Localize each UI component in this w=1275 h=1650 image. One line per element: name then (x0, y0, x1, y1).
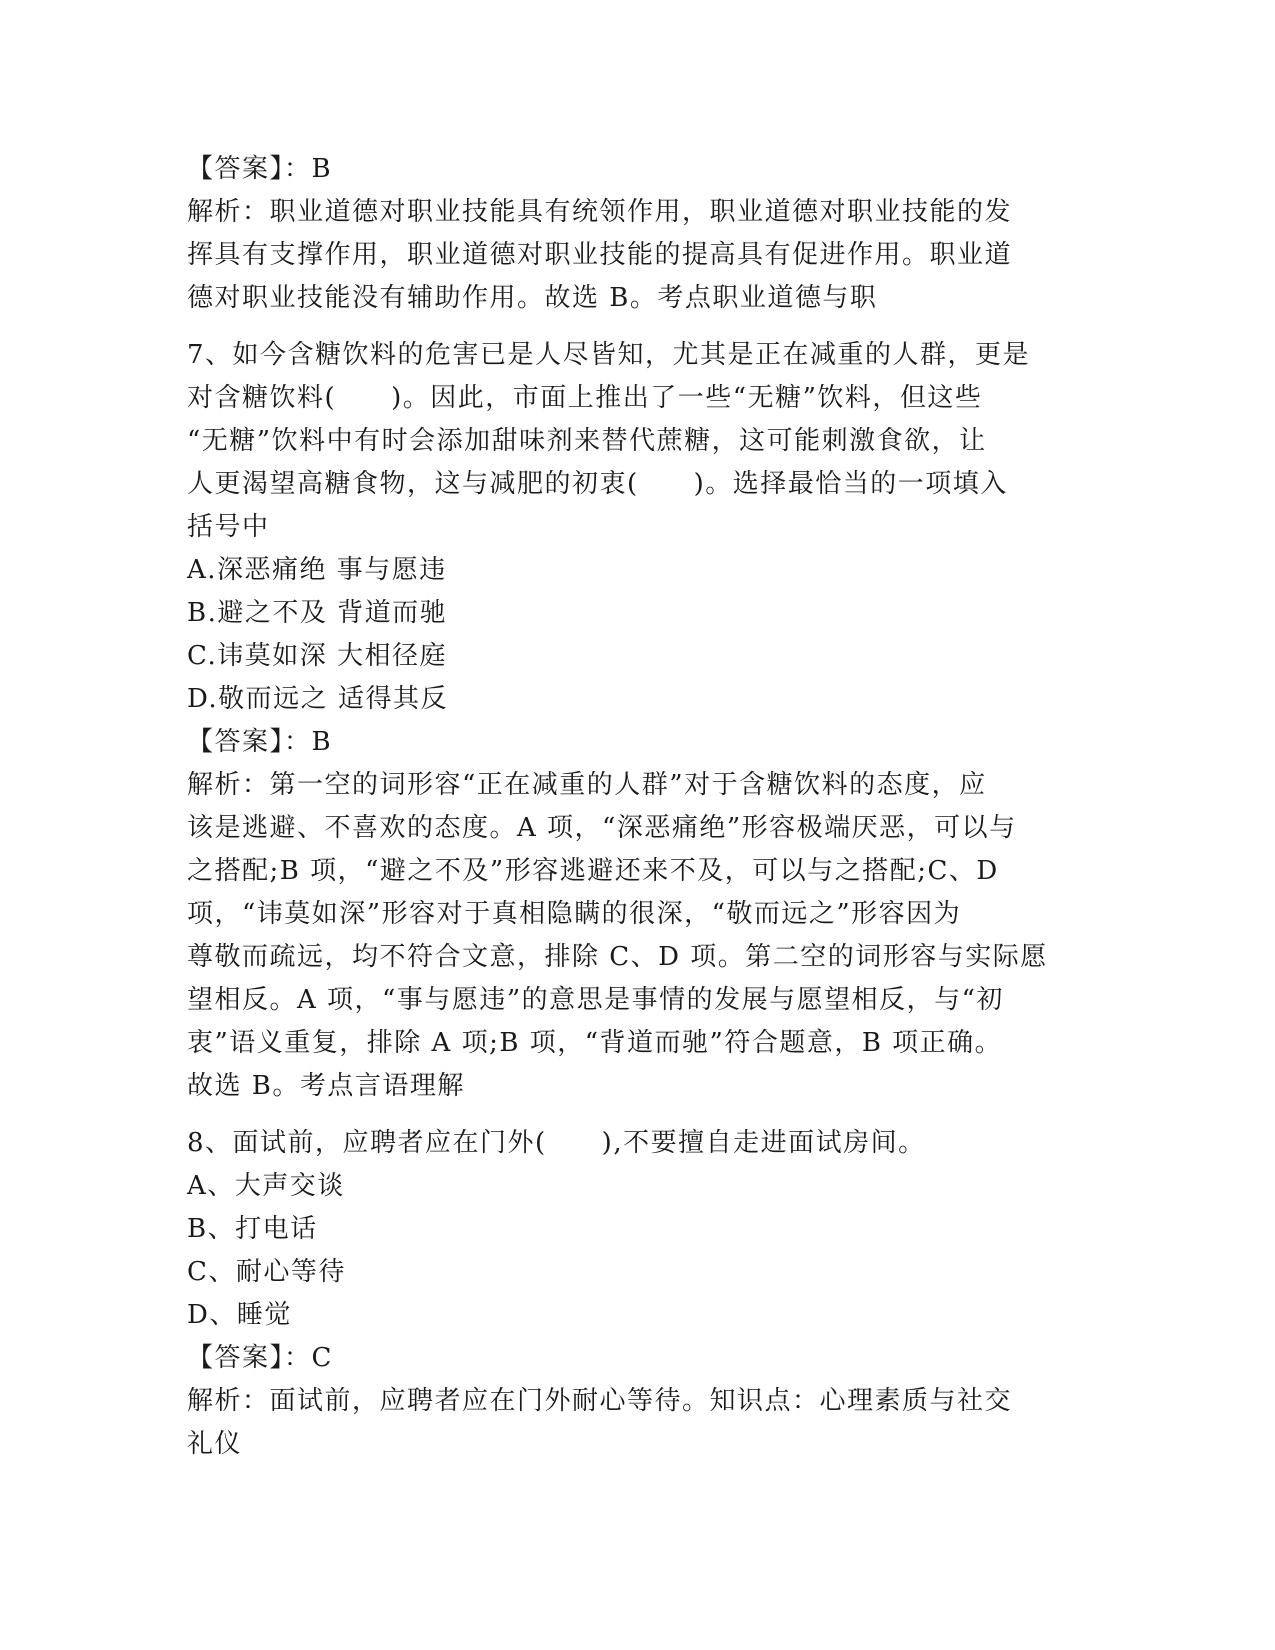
q7-analysis-line: 项，“讳莫如深”形容对于真相隐瞒的很深，“敬而远之”形容因为 (187, 899, 962, 929)
q7-question-line: 括号中 (187, 512, 270, 542)
q7-option-c: C.讳莫如深 大相径庭 (187, 641, 447, 671)
prev-answer: 【答案】：B (187, 154, 333, 184)
q8-option-a: A、大声交谈 (187, 1171, 345, 1201)
document-page (187, 148, 1087, 1466)
q7-answer: 【答案】：B (187, 727, 333, 757)
q7-option-d: D.敬而远之 适得其反 (187, 684, 448, 714)
q8-analysis-line: 解析：面试前，应聘者应在门外耐心等待。知识点：心理素质与社交 (187, 1386, 1013, 1416)
q7-analysis-line: 望相反。A 项，“事与愿违”的意思是事情的发展与愿望相反，与“初 (187, 985, 1004, 1015)
question-7-block (187, 334, 1087, 1108)
q8-analysis-line: 礼仪 (187, 1429, 243, 1459)
q8-option-b: B、打电话 (187, 1214, 318, 1244)
q7-analysis-line: 衷”语义重复，排除 A 项;B 项，“背道而驰”符合题意，B 项正确。 (187, 1028, 1003, 1058)
q7-question-line: 人更渴望高糖食物，这与减肥的初衷( )。选择最恰当的一项填入 (187, 469, 1008, 499)
q7-analysis-line: 尊敬而疏远，均不符合文意，排除 C、D 项。第二空的词形容与实际愿 (187, 942, 1048, 972)
question-8-block (187, 1122, 1087, 1466)
q7-option-a: A.深恶痛绝 事与愿违 (187, 555, 447, 585)
prev-analysis-line: 挥具有支撑作用，职业道德对职业技能的提高具有促进作用。职业道 (187, 240, 1013, 270)
prev-analysis-line: 德对职业技能没有辅助作用。故选 B。考点职业道德与职 (187, 283, 878, 313)
q7-option-b: B.避之不及 背道而驰 (187, 598, 448, 628)
q7-question-line: 对含糖饮料( )。因此，市面上推出了一些“无糖”饮料，但这些 (187, 383, 983, 413)
q7-analysis-line: 解析：第一空的词形容“正在减重的人群”对于含糖饮料的态度，应 (187, 770, 987, 800)
prev-question-block (187, 148, 1087, 320)
q7-analysis-line: 该是逃避、不喜欢的态度。A 项，“深恶痛绝”形容极端厌恶，可以与 (187, 813, 1017, 843)
q7-analysis-line: 故选 B。考点言语理解 (187, 1071, 465, 1101)
prev-analysis-line: 解析：职业道德对职业技能具有统领作用，职业道德对职业技能的发 (187, 197, 1013, 227)
spacer (187, 1108, 1087, 1122)
spacer (187, 320, 1087, 334)
q7-question-line: “无糖”饮料中有时会添加甜味剂来替代蔗糖，这可能刺激食欲，让 (187, 426, 987, 456)
q8-question-line: 8、面试前，应聘者应在门外( ),不要擅自走进面试房间。 (187, 1128, 926, 1158)
q8-option-d: D、睡觉 (187, 1300, 292, 1330)
q7-question-line: 7、如今含糖饮料的危害已是人尽皆知，尤其是正在减重的人群，更是 (187, 340, 1031, 370)
q7-analysis-line: 之搭配;B 项，“避之不及”形容逃避还来不及，可以与之搭配;C、D (187, 856, 999, 886)
q8-answer: 【答案】：C (187, 1343, 333, 1373)
q8-option-c: C、耐心等待 (187, 1257, 346, 1287)
